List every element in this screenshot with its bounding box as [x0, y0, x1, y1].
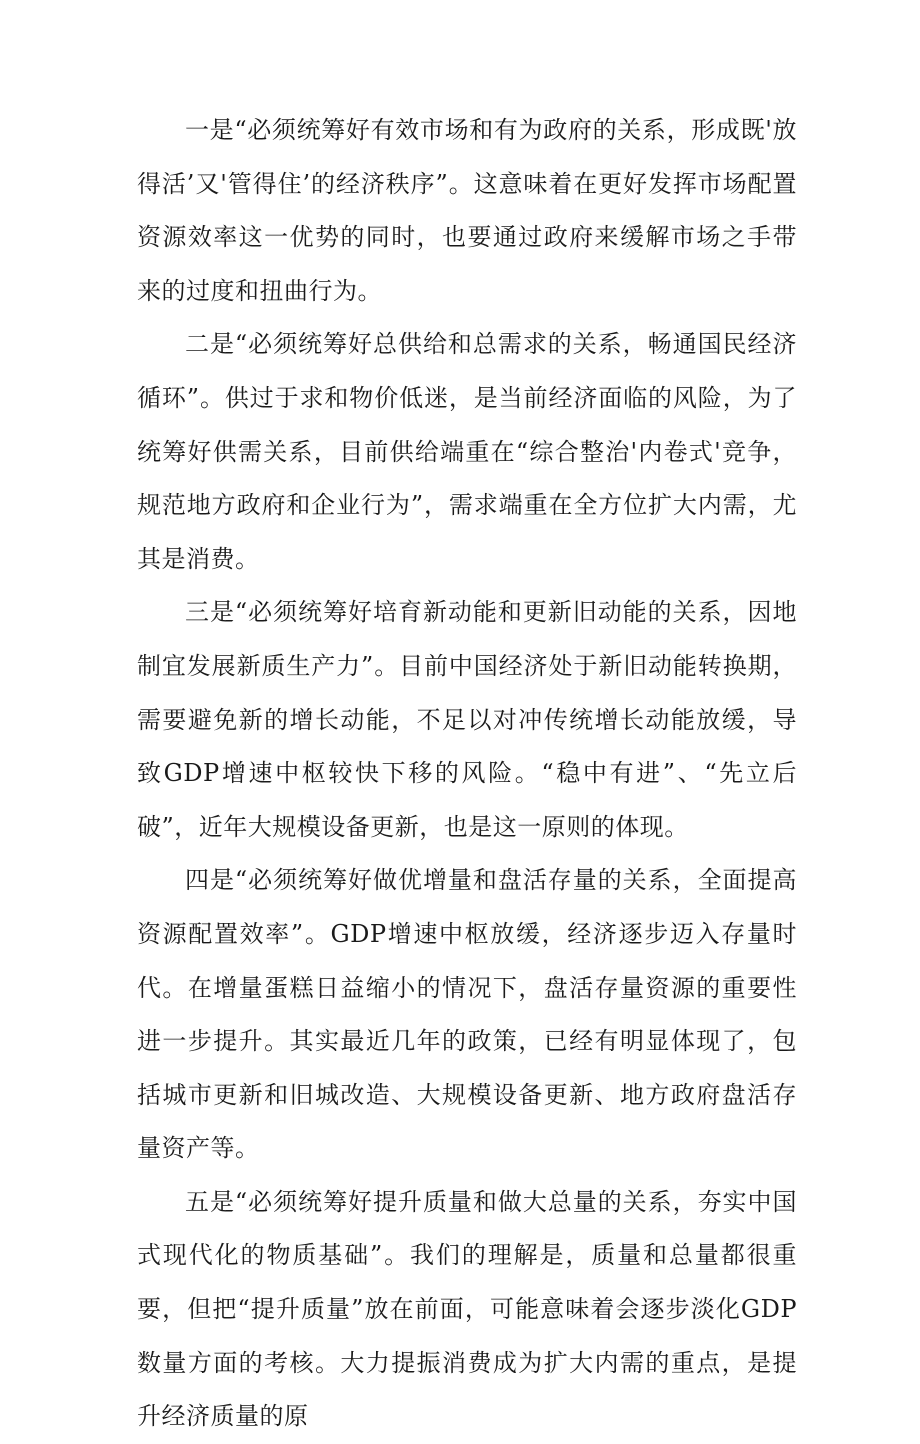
paragraph-2: 二是“必须统筹好总供给和总需求的关系，畅通国民经济循环”。供过于求和物价低迷，是当前经济面临的风险，为了统筹好供需关系，目前供给端重在“综合整治'内卷式'竞争，规范地方政府和企业行为”，需求端重在全方位扩大内需，尤其是消费。: [137, 330, 797, 573]
paragraph-5: 五是“必须统筹好提升质量和做大总量的关系，夯实中国式现代化的物质基础”。我们的理解是，质量和总量都很重要，但把“提升质量”放在前面，可能意味着会逐步淡化GDP数量方面的考核。大力提振消费成为扩大内需的重点，是提升经济质量的原: [137, 1187, 797, 1431]
paragraph-1: 一是“必须统筹好有效市场和有为政府的关系，形成既'放得活’又'管得住’的经济秩序”。这意味着在更好发挥市场配置资源效率这一优势的同时，也要通过政府来缓解市场之手带来的过度和扭曲行为。: [137, 116, 797, 305]
document-body: [137, 104, 797, 1444]
paragraph-4: 四是“必须统筹好做优增量和盘活存量的关系，全面提高资源配置效率”。GDP增速中枢放缓，经济逐步迈入存量时代。在增量蛋糕日益缩小的情况下，盘活存量资源的重要性进一步提升。其实最近几年的政策，已经有明显体现了，包括城市更新和旧城改造、大规模设备更新、地方政府盘活存量资产等。: [137, 866, 797, 1163]
paragraph-3: 三是“必须统筹好培育新动能和更新旧动能的关系，因地制宜发展新质生产力”。目前中国经济处于新旧动能转换期，需要避免新的增长动能，不足以对冲传统增长动能放缓，导致GDP增速中枢较快下移的风险。“稳中有进”、“先立后破”，近年大规模设备更新，也是这一原则的体现。: [137, 598, 797, 841]
